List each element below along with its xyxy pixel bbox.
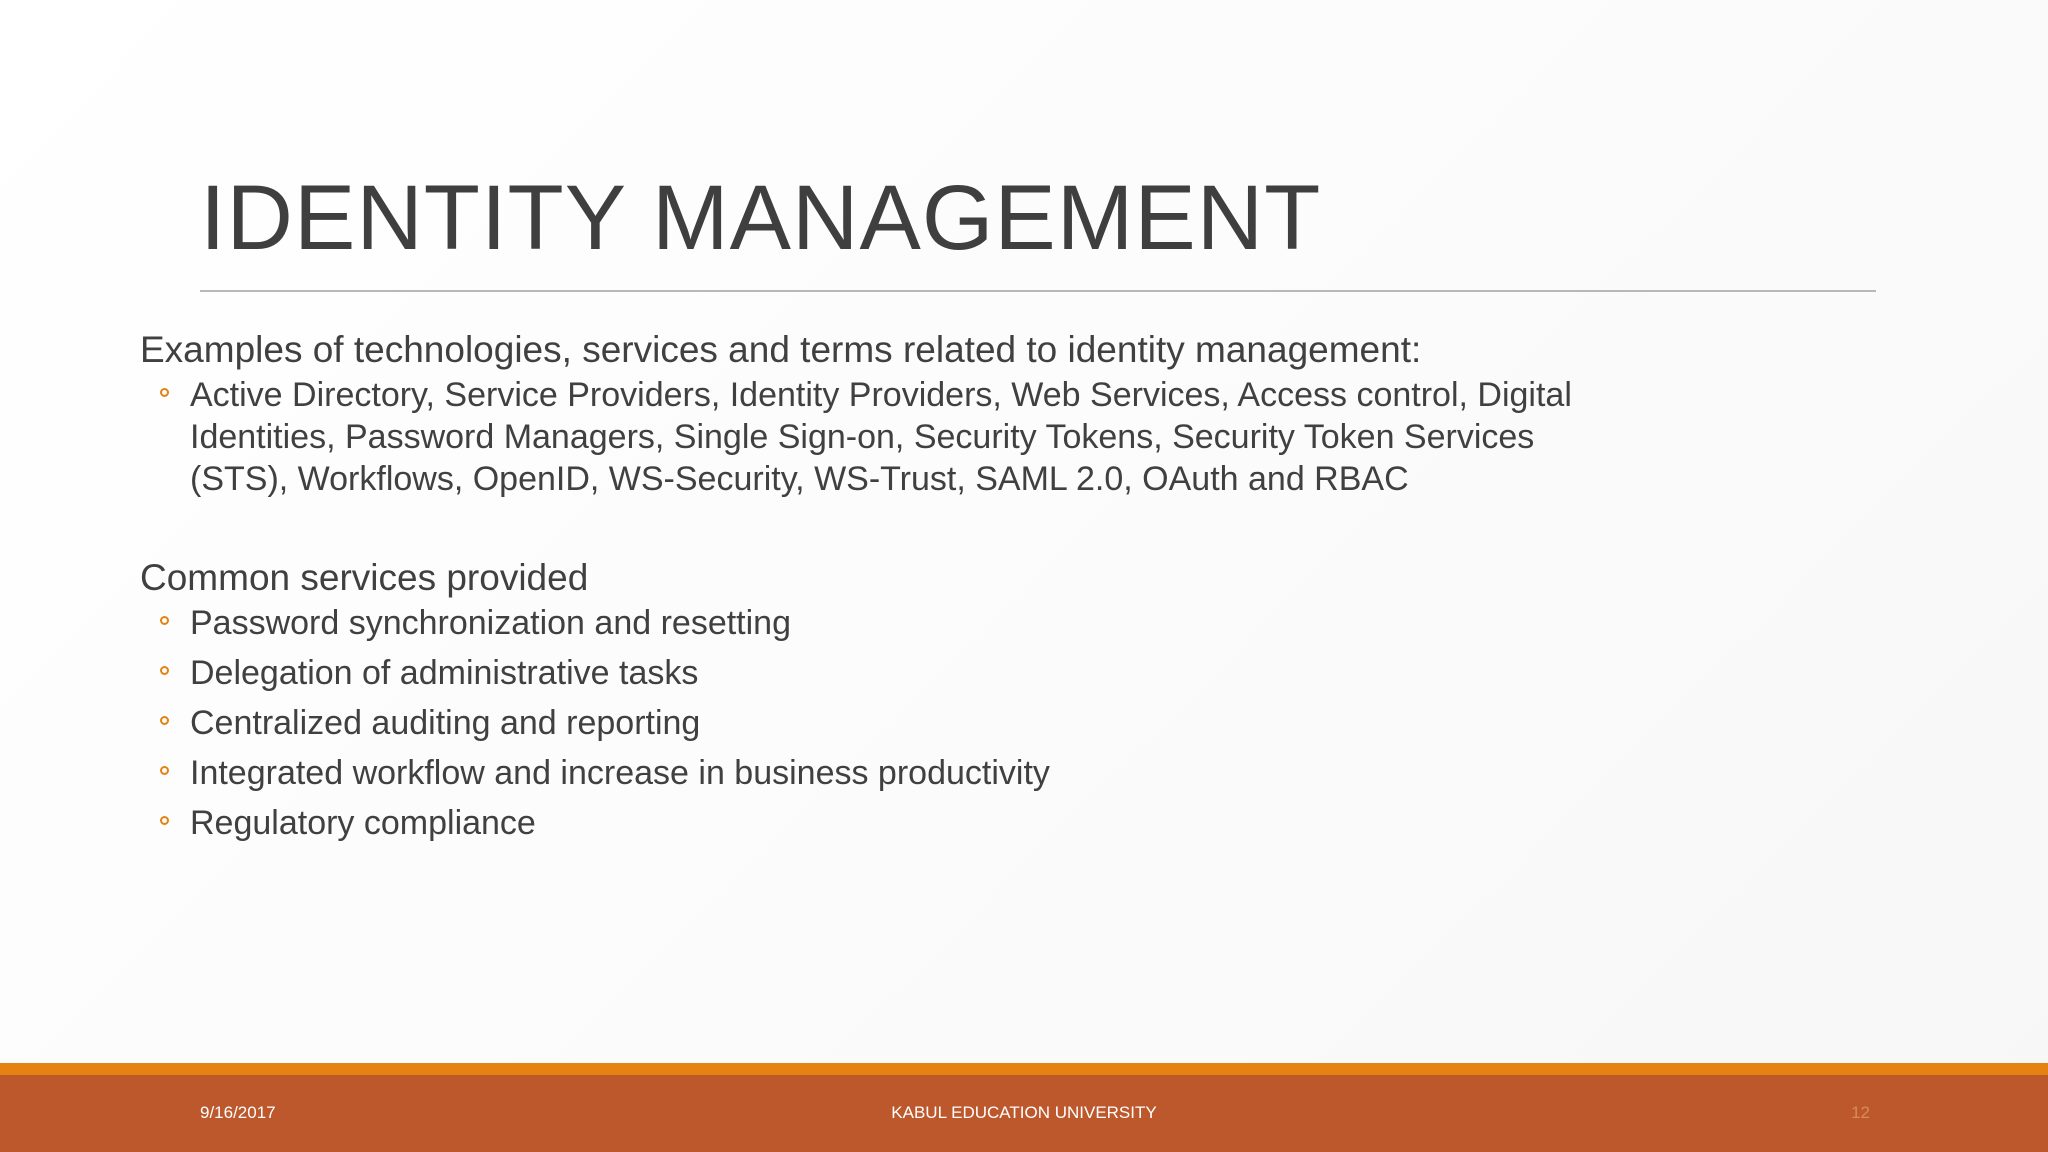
list-item bbox=[140, 602, 1900, 644]
list-item-text: Delegation of administrative tasks bbox=[190, 654, 699, 692]
footer-date: 9/16/2017 bbox=[200, 1103, 276, 1122]
page-number: 12 bbox=[1851, 1103, 1870, 1122]
title-divider bbox=[200, 290, 1876, 292]
examples-list bbox=[140, 374, 1900, 500]
list-item-text: Active Directory, Service Providers, Identity Providers, Web Services, Access control, Digital Identities, Password Managers, Single Sign-on, Security Tokens, Security Token Services (STS), Workflows, OpenID, WS-Security, WS-Trust, SAML 2.0, OAuth and RBAC bbox=[190, 376, 1572, 498]
list-item bbox=[140, 652, 1900, 694]
list-item-text: Password synchronization and resetting bbox=[190, 604, 791, 642]
list-item bbox=[140, 752, 1900, 794]
footer-organization: KABUL EDUCATION UNIVERSITY bbox=[891, 1103, 1157, 1122]
list-item bbox=[140, 702, 1900, 744]
bullet-circle-icon bbox=[160, 666, 169, 675]
section-heading-examples: Examples of technologies, services and terms related to identity management: bbox=[140, 329, 1422, 370]
bullet-circle-icon bbox=[160, 766, 169, 775]
footer-band bbox=[0, 1075, 2048, 1152]
bullet-circle-icon bbox=[160, 388, 169, 397]
bullet-circle-icon bbox=[160, 616, 169, 625]
services-list bbox=[140, 602, 1900, 844]
slide-title: IDENTITY MANAGEMENT bbox=[200, 167, 1322, 269]
list-item-text: Integrated workflow and increase in business productivity bbox=[190, 754, 1050, 792]
slide-body bbox=[140, 326, 1900, 844]
bullet-circle-icon bbox=[160, 816, 169, 825]
list-item-text: Regulatory compliance bbox=[190, 804, 536, 842]
section-heading-services: Common services provided bbox=[140, 557, 589, 598]
list-item-text: Centralized auditing and reporting bbox=[190, 704, 701, 742]
list-item bbox=[140, 802, 1900, 844]
bullet-circle-icon bbox=[160, 716, 169, 725]
list-item bbox=[140, 374, 1900, 500]
footer-accent-stripe bbox=[0, 1063, 2048, 1075]
